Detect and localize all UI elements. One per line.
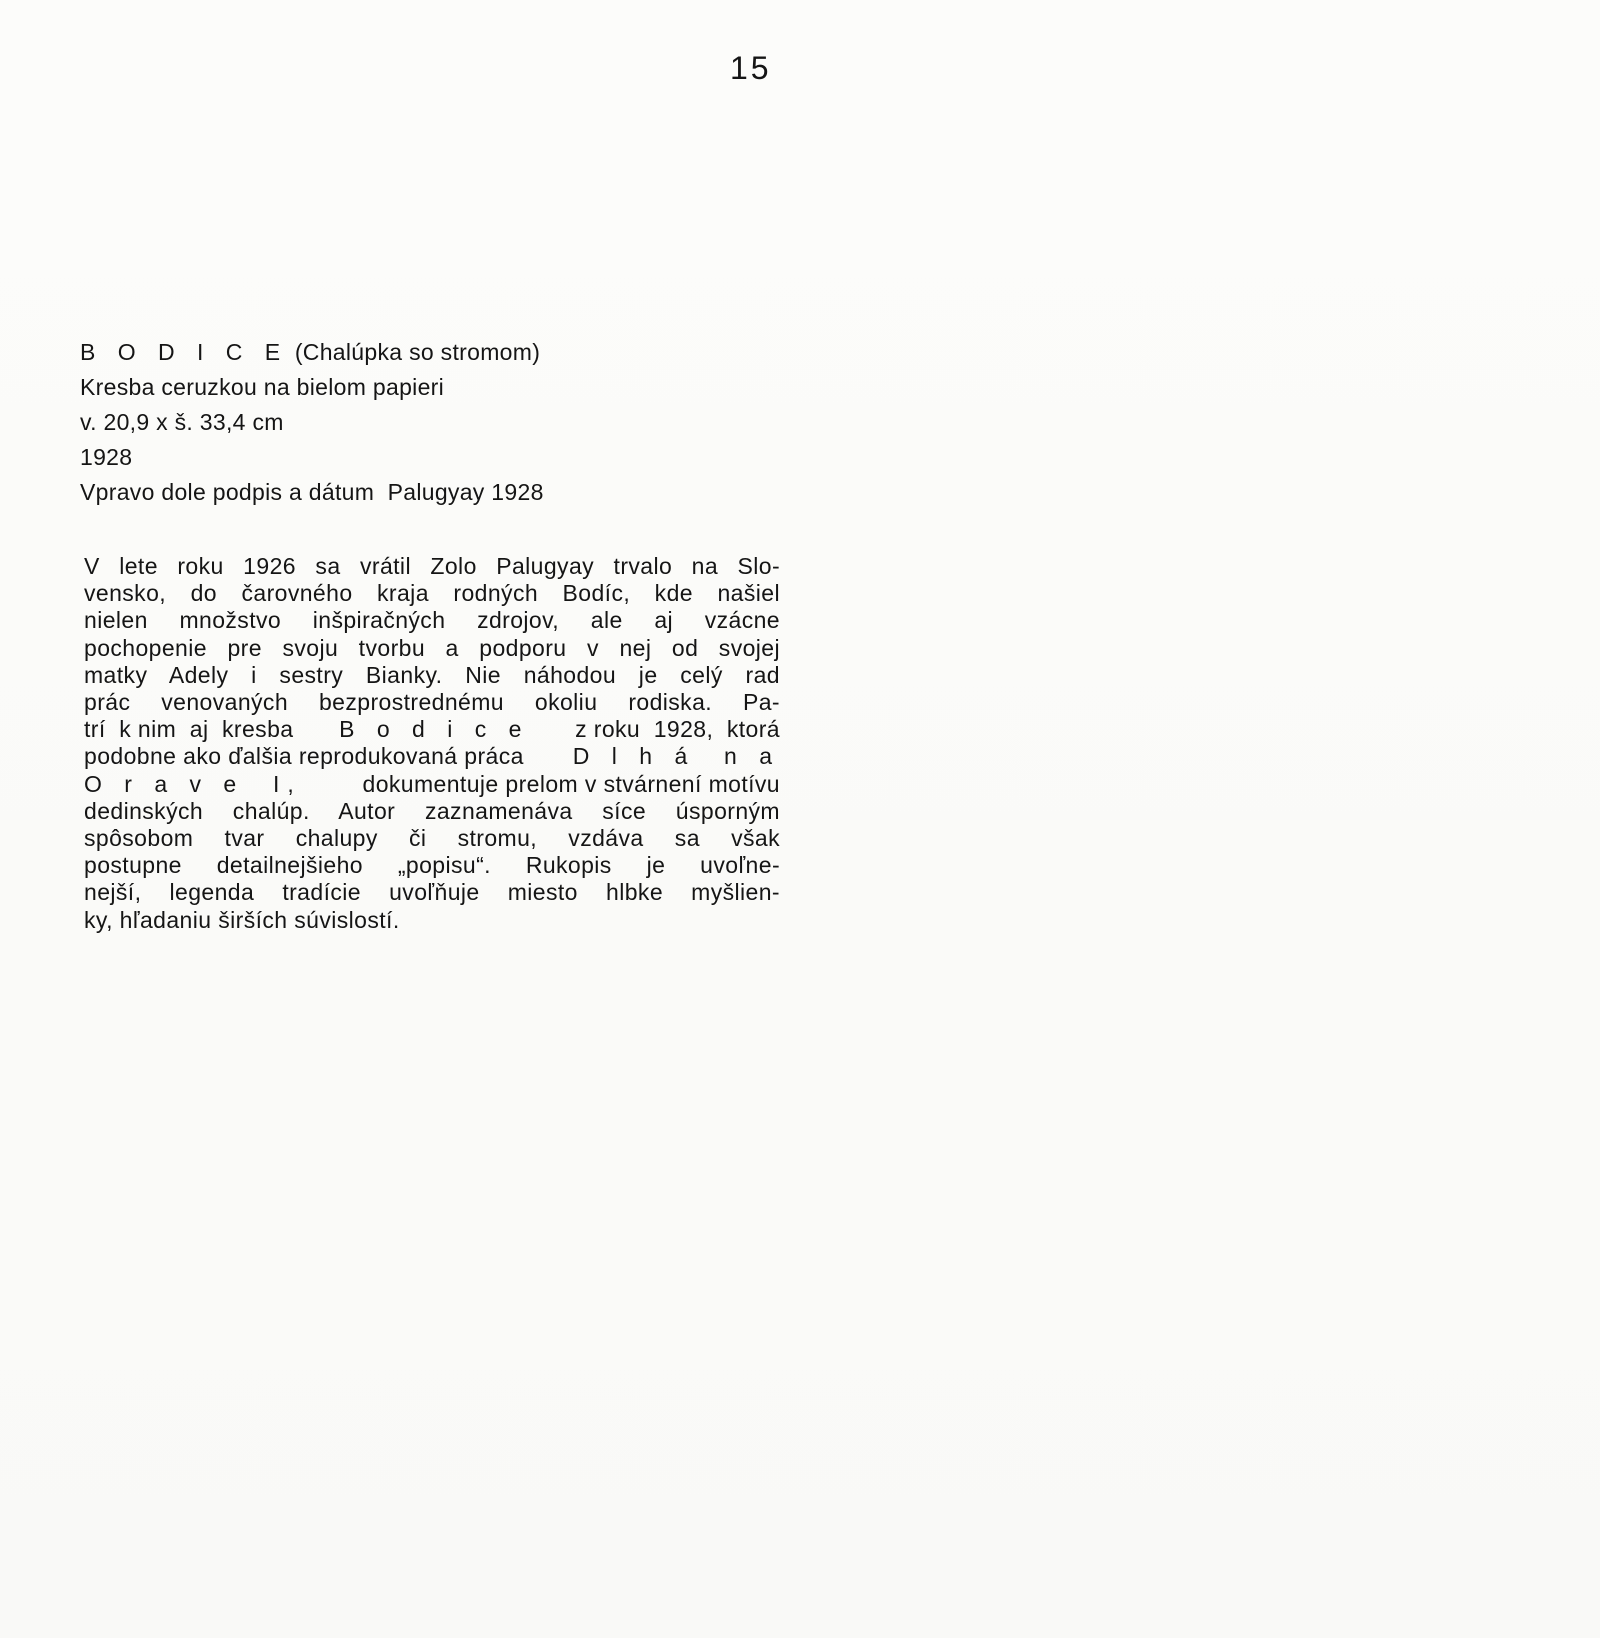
caption-medium: Kresba ceruzkou na bielom papieri — [80, 374, 445, 400]
paragraph-line-part: dokumentuje prelom v stvárnení motívu — [362, 770, 780, 797]
description-paragraph — [84, 553, 780, 934]
paragraph-line: nejší, legenda tradície uvoľňuje miesto hlbke myšlien- — [84, 879, 780, 906]
artwork-caption — [80, 335, 720, 510]
paragraph-line-part: z roku 1928, ktorá — [575, 716, 780, 743]
paragraph-line: ky, hľadaniu širších súvislostí. — [84, 906, 400, 933]
paragraph-line — [84, 743, 780, 770]
paragraph-line: dedinských chalúp. Autor zaznamenáva síce úsporným — [84, 797, 780, 824]
paragraph-line: postupne detailnejšieho „popisu“. Rukopis je uvoľne- — [84, 852, 780, 879]
paragraph-line: spôsobom tvar chalupy či stromu, vzdáva sa však — [84, 825, 780, 852]
caption-title — [80, 335, 720, 370]
paragraph-line: pochopenie pre svoju tvorbu a podporu v nej od svojej — [84, 634, 780, 661]
caption-signature: Vpravo dole podpis a dátum Palugyay 1928 — [80, 479, 544, 505]
caption-year: 1928 — [80, 444, 133, 470]
paragraph-line: matky Adely i sestry Bianky. Nie náhodou je celý rad — [84, 661, 780, 688]
paragraph-line: prác venovaných bezprostrednému okoliu rodiska. Pa- — [84, 689, 780, 716]
paragraph-line: vensko, do čarovného kraja rodných Bodíc, kde našiel — [84, 580, 780, 607]
paragraph-line — [84, 771, 780, 798]
artwork-title: B O D I C E — [80, 339, 289, 365]
page-number: 15 — [730, 50, 772, 86]
artwork-title-reference: D l h á n a — [572, 743, 780, 770]
caption-dimensions: v. 20,9 x š. 33,4 cm — [80, 409, 284, 435]
artwork-title-reference: O r a v e I, — [84, 770, 302, 797]
artwork-title-reference: B o d i c e — [339, 716, 530, 743]
paragraph-line-part: podobne ako ďalšia reprodukovaná práca — [84, 743, 524, 770]
paragraph-line-part: trí k nim aj kresba — [84, 716, 294, 743]
paragraph-line: V lete roku 1926 sa vrátil Zolo Palugyay trvalo na Slo- — [84, 553, 780, 579]
paragraph-line: nielen množstvo inšpiračných zdrojov, ale aj vzácne — [84, 607, 780, 634]
artwork-subtitle: (Chalúpka so stromom) — [294, 339, 541, 365]
paragraph-line — [84, 716, 780, 743]
